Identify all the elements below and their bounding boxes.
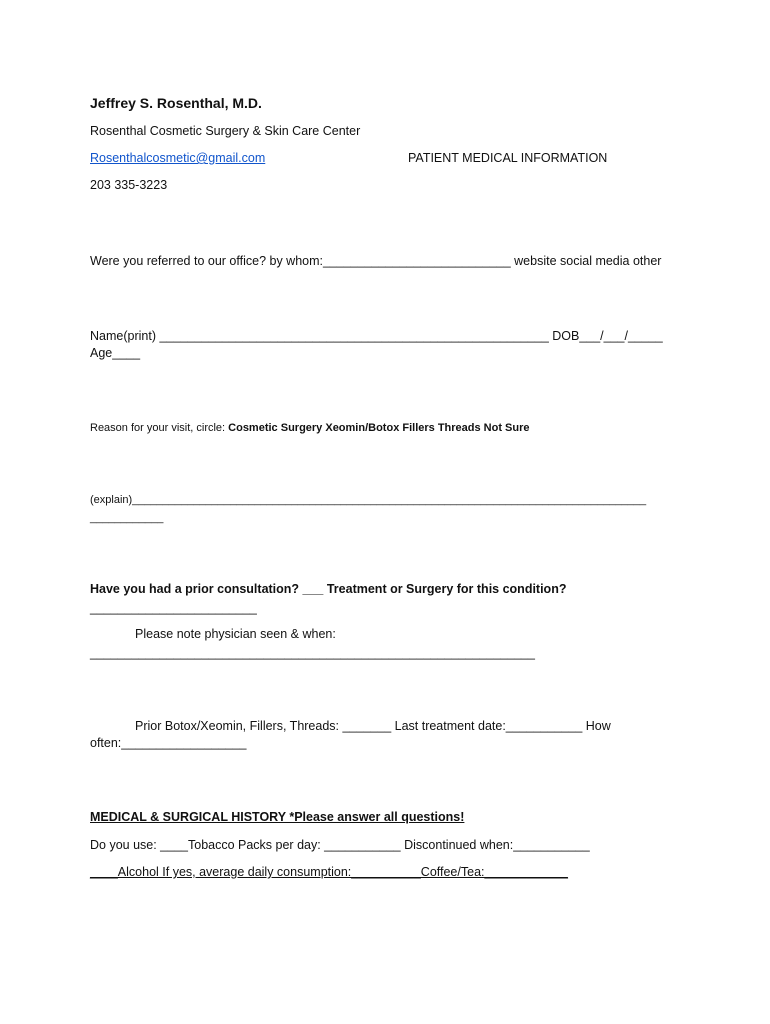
visit-reason-prefix: Reason for your visit, circle: [90,422,229,434]
practice-name: Rosenthal Cosmetic Surgery & Skin Care Center [90,124,361,138]
referral-question: Were you referred to our office? by whom:___________________________ website social media other [90,254,662,268]
name-dob-field: Name(print) ________________________________________________________ DOB___/___/_____ [90,329,663,343]
treatment-frequency-field: often:__________________ [90,736,247,750]
explain-field: (explain)____________________________________________________________________________________ [90,494,647,506]
form-title: PATIENT MEDICAL INFORMATION [408,151,608,165]
physician-note: Please note physician seen & when: [135,627,336,641]
age-field: Age____ [90,346,141,360]
prior-treatments-field: Prior Botox/Xeomin, Fillers, Threads: _______ Last treatment date:___________ How [135,719,611,733]
email-link[interactable]: Rosenthalcosmetic@gmail.com [90,151,266,165]
visit-reason [90,420,530,436]
tobacco-field: Do you use: ____Tobacco Packs per day: ___________ Discontinued when:___________ [90,838,590,852]
visit-reason-options: Cosmetic Surgery Xeomin/Botox Fillers Threads Not Sure [228,422,530,434]
phone-number: 203 335-3223 [90,178,168,192]
physician-note-blank: ________________________________________________________________ [90,646,535,660]
prior-consultation-question: Have you had a prior consultation? ___ Treatment or Surgery for this condition? [90,582,567,596]
alcohol-coffee-field: ____Alcohol If yes, average daily consumption:__________Coffee/Tea:____________ [90,865,568,879]
history-heading: MEDICAL & SURGICAL HISTORY *Please answer all questions! [90,810,465,824]
explain-field-continued: ____________ [90,512,164,524]
doctor-name: Jeffrey S. Rosenthal, M.D. [90,95,262,111]
prior-consultation-blank: ________________________ [90,601,257,615]
